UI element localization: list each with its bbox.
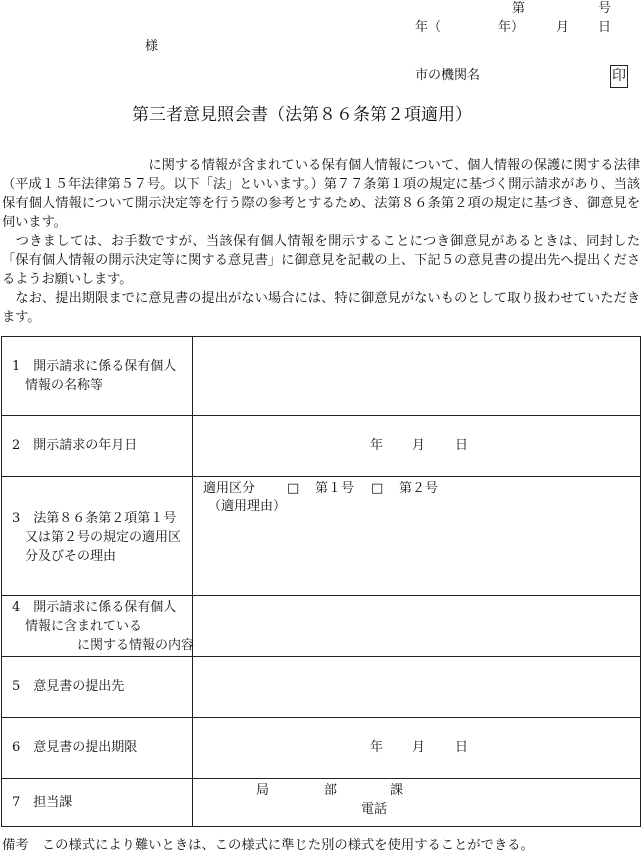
row6-value[interactable]: [194, 718, 640, 778]
date-day: 日: [598, 20, 612, 35]
agency-name-label: 市の機関名: [415, 68, 481, 83]
table-row-6: [2, 717, 640, 778]
page-title: 第三者意見照会書（法第８６条第２項適用）: [132, 105, 472, 125]
doc-number-dai: 第: [512, 1, 526, 16]
row7-kyoku: 局: [256, 783, 270, 798]
row7-ka: 課: [390, 783, 404, 798]
row6-label-line1: 6 意見書の提出期限: [12, 740, 138, 755]
row3-label-line1: 3 法第８６条第２項第１号: [12, 511, 177, 526]
checkbox-option-2-label: 第２号: [399, 481, 439, 496]
row3-label-line3: 分及びその理由: [12, 549, 117, 564]
date-month: 月: [556, 20, 570, 35]
row1-label-line1: 1 開示請求に係る保有個人: [12, 359, 177, 374]
row7-label: [2, 779, 193, 826]
row3-value: [194, 477, 640, 595]
row2-label: [2, 416, 193, 476]
row1-value[interactable]: [194, 337, 640, 415]
row2-month: 月: [412, 438, 426, 453]
row5-label: [2, 657, 193, 717]
table-row-4: [2, 595, 640, 656]
row6-year: 年: [370, 740, 384, 755]
row6-day: 日: [455, 740, 469, 755]
date-year-close: 年）: [498, 20, 525, 35]
checkbox-option-2[interactable]: □: [371, 481, 384, 496]
row2-label-line1: 2 開示請求の年月日: [12, 438, 138, 453]
addressee-sama: 様: [145, 39, 159, 54]
row6-month: 月: [412, 740, 426, 755]
paragraph-3: なお、提出期限までに意見書の提出がない場合には、特に御意見がないものとして取り扱わせていただきます。: [2, 291, 640, 325]
body-text: [2, 156, 640, 327]
checkbox-option-1[interactable]: □: [287, 481, 300, 496]
row2-year: 年: [370, 438, 384, 453]
doc-number-go: 号: [598, 1, 612, 16]
date-year-open: 年（: [415, 20, 442, 35]
row1-label-line2: 情報の名称等: [12, 378, 104, 393]
row3-reason-label: （適用理由）: [208, 499, 287, 514]
row3-kubun-label: 適用区分: [203, 481, 256, 496]
row7-phone: 電話: [361, 802, 388, 817]
row4-label: [2, 596, 193, 656]
table-row-2: [2, 415, 640, 476]
seal-stamp: 印: [610, 65, 628, 88]
row4-label-line1: 4 開示請求に係る保有個人: [12, 600, 177, 615]
table-row-3: [2, 476, 640, 595]
paragraph-1: に関する情報が含まれている保有個人情報について、個人情報の保護に関する法律（平成１５年法律第５７号。以下「法」といいます。）第７７条第１項の規定に基づく開示請求があり、当該保有個人情報について開示決定等を行う際の参考とするため、法第８６条第２項の規定に基づき、御意見を伺います。: [2, 158, 640, 230]
table-row-1: [2, 337, 640, 415]
checkbox-option-1-label: 第１号: [315, 481, 355, 496]
info-table: [1, 336, 641, 827]
row1-label: [2, 337, 193, 415]
row7-label-line1: 7 担当課: [12, 795, 73, 810]
paragraph-2: つきましては、お手数ですが、当該保有個人情報を開示することにつき御意見があるときは、同封した「保有個人情報の開示決定等に関する意見書」に御意見を記載の上、下記５の意見書の提出先へ提出くださるようお願いします。: [2, 234, 640, 287]
table-row-7: [2, 778, 640, 826]
row2-value[interactable]: [194, 416, 640, 476]
row3-label-line2: 又は第２号の規定の適用区: [12, 530, 182, 545]
row7-bu: 部: [324, 783, 338, 798]
row5-label-line1: 5 意見書の提出先: [12, 679, 125, 694]
row5-value[interactable]: [194, 657, 640, 717]
row4-value[interactable]: [194, 596, 640, 656]
row6-label: [2, 718, 193, 778]
footer-note: 備考 この様式により難いときは、この様式に準じた別の様式を使用することができる。: [2, 838, 534, 853]
row2-day: 日: [455, 438, 469, 453]
row4-label-line2: 情報に含まれている: [12, 619, 143, 634]
row3-label: [2, 477, 193, 595]
row4-label-line3: に関する情報の内容: [12, 638, 195, 653]
row7-value[interactable]: [194, 779, 640, 826]
table-row-5: [2, 656, 640, 717]
